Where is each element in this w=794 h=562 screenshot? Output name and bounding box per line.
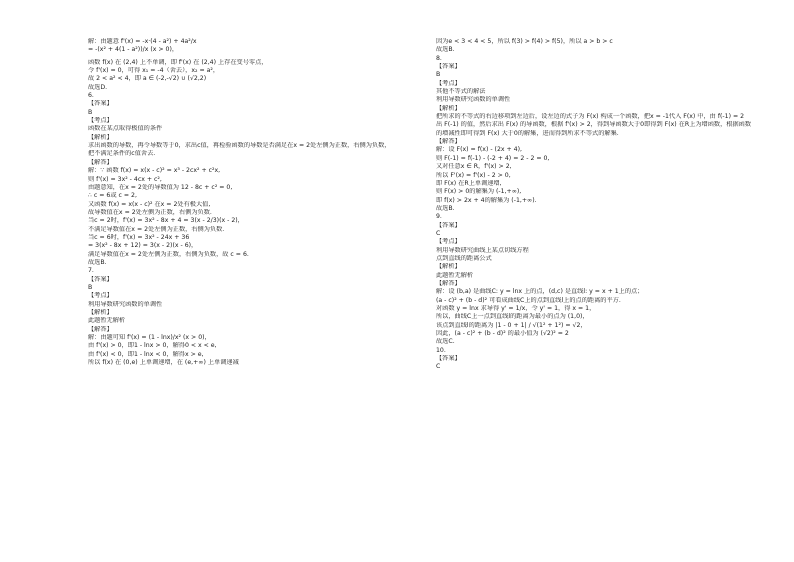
right-column-line: 把所求的不等式的右边移项到左边后，设左边的式子为 F(x) 构成一个函数，把x = -1代入 F(x) 中，由 f(-1) = 2 bbox=[436, 113, 745, 121]
right-column-line: 【答案】 bbox=[436, 221, 461, 229]
left-column-line: 利用导数研究函数的单调性 bbox=[88, 300, 163, 308]
right-column-line: 此题暂无解析 bbox=[436, 271, 474, 279]
right-column bbox=[436, 38, 766, 372]
right-column-line: C bbox=[436, 229, 441, 237]
right-column-line: B bbox=[436, 71, 441, 79]
left-column-line: 满足导数值在x = 2处左侧为正数，右侧为负数，故 c = 6. bbox=[88, 250, 249, 258]
right-column-line: 故选C. bbox=[436, 338, 455, 346]
right-column-line: 【解答】 bbox=[436, 138, 461, 146]
right-column-line: 所以，曲线C上一点到直线l的距离为最小的点为 (1,0)， bbox=[436, 313, 589, 321]
right-column-line: 点到直线的距离公式 bbox=[436, 254, 492, 262]
right-column-line: 因为e < 3 < 4 < 5，所以 f(3) > f(4) > f(5)，所以 a > b > c bbox=[436, 38, 613, 45]
left-column-line: 由 f'(x) < 0，即1 - lnx < 0，解得x > e, bbox=[88, 350, 204, 358]
left-column-line: 由 f'(x) > 0，即1 - lnx > 0，解得0 < x < e, bbox=[88, 342, 217, 350]
left-column-line: 故 2 < a² < 4，即 a ∈ (-2,-√2) ∪ (√2,2) bbox=[88, 75, 207, 83]
left-column-line: 求出函数的导数，再令导数等于0，求出c值，再检验函数的导数是否满足在x = 2处左侧为正数，右侧为负数， bbox=[88, 142, 391, 150]
right-column-line: 所以 F'(x) = f'(x) - 2 > 0, bbox=[436, 171, 511, 179]
left-column-line: 解：由题意 f'(x) = -x·(4 - a²) + 4a²/x bbox=[88, 38, 197, 45]
left-column-line: 不满足导数值在x = 2处左侧为正数，右侧为负数. bbox=[88, 225, 225, 233]
right-column-line: 【考点】 bbox=[436, 79, 461, 87]
right-column-line: 8. bbox=[436, 54, 442, 62]
right-column-line: 10. bbox=[436, 346, 446, 354]
left-column-line: 解：∵ 函数 f(x) = x(x - c)² = x³ - 2cx² + c²x, bbox=[88, 167, 221, 175]
right-column-line: 【答案】 bbox=[436, 63, 461, 71]
left-column-line: B bbox=[88, 108, 93, 116]
right-column-line: 【解答】 bbox=[436, 279, 461, 287]
right-column-line: 则 F(-1) = f(-1) - (-2 + 4) = 2 - 2 = 0, bbox=[436, 154, 550, 162]
left-column-line: 解：由题可知 f'(x) = (1 - lnx)/x² (x > 0)， bbox=[88, 334, 211, 342]
left-column-line: 令 f'(x) = 0，可得 x₁ = -4（舍去），x₂ = a²， bbox=[88, 67, 220, 75]
right-column-line: 出 F(-1) 的值，然后求出 F(x) 的导函数，根据 f'(x) > 2，得到导函数大于0即得到 F(x) 在R上为增函数，根据函数 bbox=[436, 121, 752, 129]
right-column-line: 9. bbox=[436, 213, 442, 221]
right-column-line: 该点到直线l的距离为 |1 - 0 + 1| / √(1² + 1²) = √2， bbox=[436, 321, 587, 329]
right-column-line: 【解析】 bbox=[436, 104, 461, 112]
left-column bbox=[88, 38, 418, 367]
left-column-line: 7. bbox=[88, 267, 94, 275]
left-column-line: 函数在某点取得极值的条件 bbox=[88, 125, 163, 133]
right-column-line: 对函数 y = lnx 求导得 y' = 1/x，令 y' = 1，得 x = 1， bbox=[436, 305, 596, 312]
left-column-line: 故选B. bbox=[88, 258, 107, 266]
right-column-line: 利用导数研究曲线上某点切线方程 bbox=[436, 246, 529, 254]
left-column-line: = -(x² + 4(1 - a²))/x (x > 0)， bbox=[88, 46, 179, 54]
left-column-line: 【解答】 bbox=[88, 325, 113, 333]
left-column-line: 故导数值在x = 2处左侧为正数，右侧为负数. bbox=[88, 208, 212, 216]
right-column-line: 【考点】 bbox=[436, 238, 461, 246]
left-column-line: 【答案】 bbox=[88, 100, 113, 108]
left-column-line: 【解析】 bbox=[88, 133, 113, 141]
left-column-line: 6. bbox=[88, 92, 94, 100]
left-column-line: 当c = 2时，f'(x) = 3x² - 8x + 4 = 3(x - 2/3)(x - 2)， bbox=[88, 217, 244, 225]
left-column-line: 又函数 f(x) = x(x - c)² 在x = 2处有极大值, bbox=[88, 200, 211, 208]
right-column-line: (a - c)² + (b - d)² 可看成曲线C上的点到直线l上的点的距离的平方. bbox=[436, 296, 621, 304]
left-column-line: 【答案】 bbox=[88, 275, 113, 283]
left-column-line: 故选D. bbox=[88, 83, 108, 91]
right-column-line: 解：设 F(x) = f(x) - (2x + 4), bbox=[436, 146, 522, 154]
right-column-line: 其他不等式的解法 bbox=[436, 88, 486, 96]
right-column-line: 解：设 (b,a) 是曲线C: y = lnx 上的点，(d,c) 是直线l: y = x + 1上的点； bbox=[436, 288, 644, 296]
left-column-line: 【解答】 bbox=[88, 158, 113, 166]
right-column-line: 即 f(x) > 2x + 4的解集为 (-1,+∞). bbox=[436, 196, 537, 204]
left-column-line: 【考点】 bbox=[88, 292, 113, 300]
left-column-line: = 3(x² - 8x + 12) = 3(x - 2)(x - 6)， bbox=[88, 242, 198, 250]
left-column-line: 则 f'(x) = 3x² - 4cx + c², bbox=[88, 175, 162, 183]
left-column-line: 由题意知，在x = 2处的导数值为 12 - 8c + c² = 0, bbox=[88, 183, 233, 191]
left-column-line: B bbox=[88, 283, 93, 291]
left-column-line: 当c = 6时，f'(x) = 3x² - 24x + 36 bbox=[88, 233, 190, 241]
left-column-line: 【解析】 bbox=[88, 309, 113, 316]
left-column-line: 把不满足条件的c值舍去. bbox=[88, 150, 156, 158]
left-column-line: 所以 f(x) 在 (0,e) 上单调递增，在 (e,+∞) 上单调递减 bbox=[88, 359, 239, 367]
right-column-line: C bbox=[436, 363, 441, 371]
right-column-line: 即 F(x) 在R上单调递增, bbox=[436, 179, 502, 187]
right-column-line: 因此，(a - c)² + (b - d)² 的最小值为 (√2)² = 2 bbox=[436, 330, 569, 338]
right-column-line: 利用导数研究函数的单调性 bbox=[436, 96, 511, 104]
left-column-line: 函数 f(x) 在 (2,4) 上不单调，即 f'(x) 在 (2,4) 上存在变号零点， bbox=[88, 58, 268, 66]
right-column-line: 则 F(x) > 0的解集为 (-1,+∞), bbox=[436, 188, 522, 196]
right-column-line: 【答案】 bbox=[436, 355, 461, 363]
right-column-line: 故选B. bbox=[436, 46, 455, 54]
left-column-line: ∴ c = 6或 c = 2, bbox=[88, 192, 137, 200]
left-column-line: 此题暂无解析 bbox=[88, 317, 126, 325]
right-column-line: 故选B. bbox=[436, 204, 455, 212]
right-column-line: 的增减性即可得到 F(x) 大于0的解集，进而得到所求不等式的解集. bbox=[436, 129, 619, 137]
left-column-line: 【考点】 bbox=[88, 117, 113, 125]
right-column-line: 【解析】 bbox=[436, 263, 461, 271]
right-column-line: 又对任意x ∈ R，f'(x) > 2, bbox=[436, 163, 512, 171]
